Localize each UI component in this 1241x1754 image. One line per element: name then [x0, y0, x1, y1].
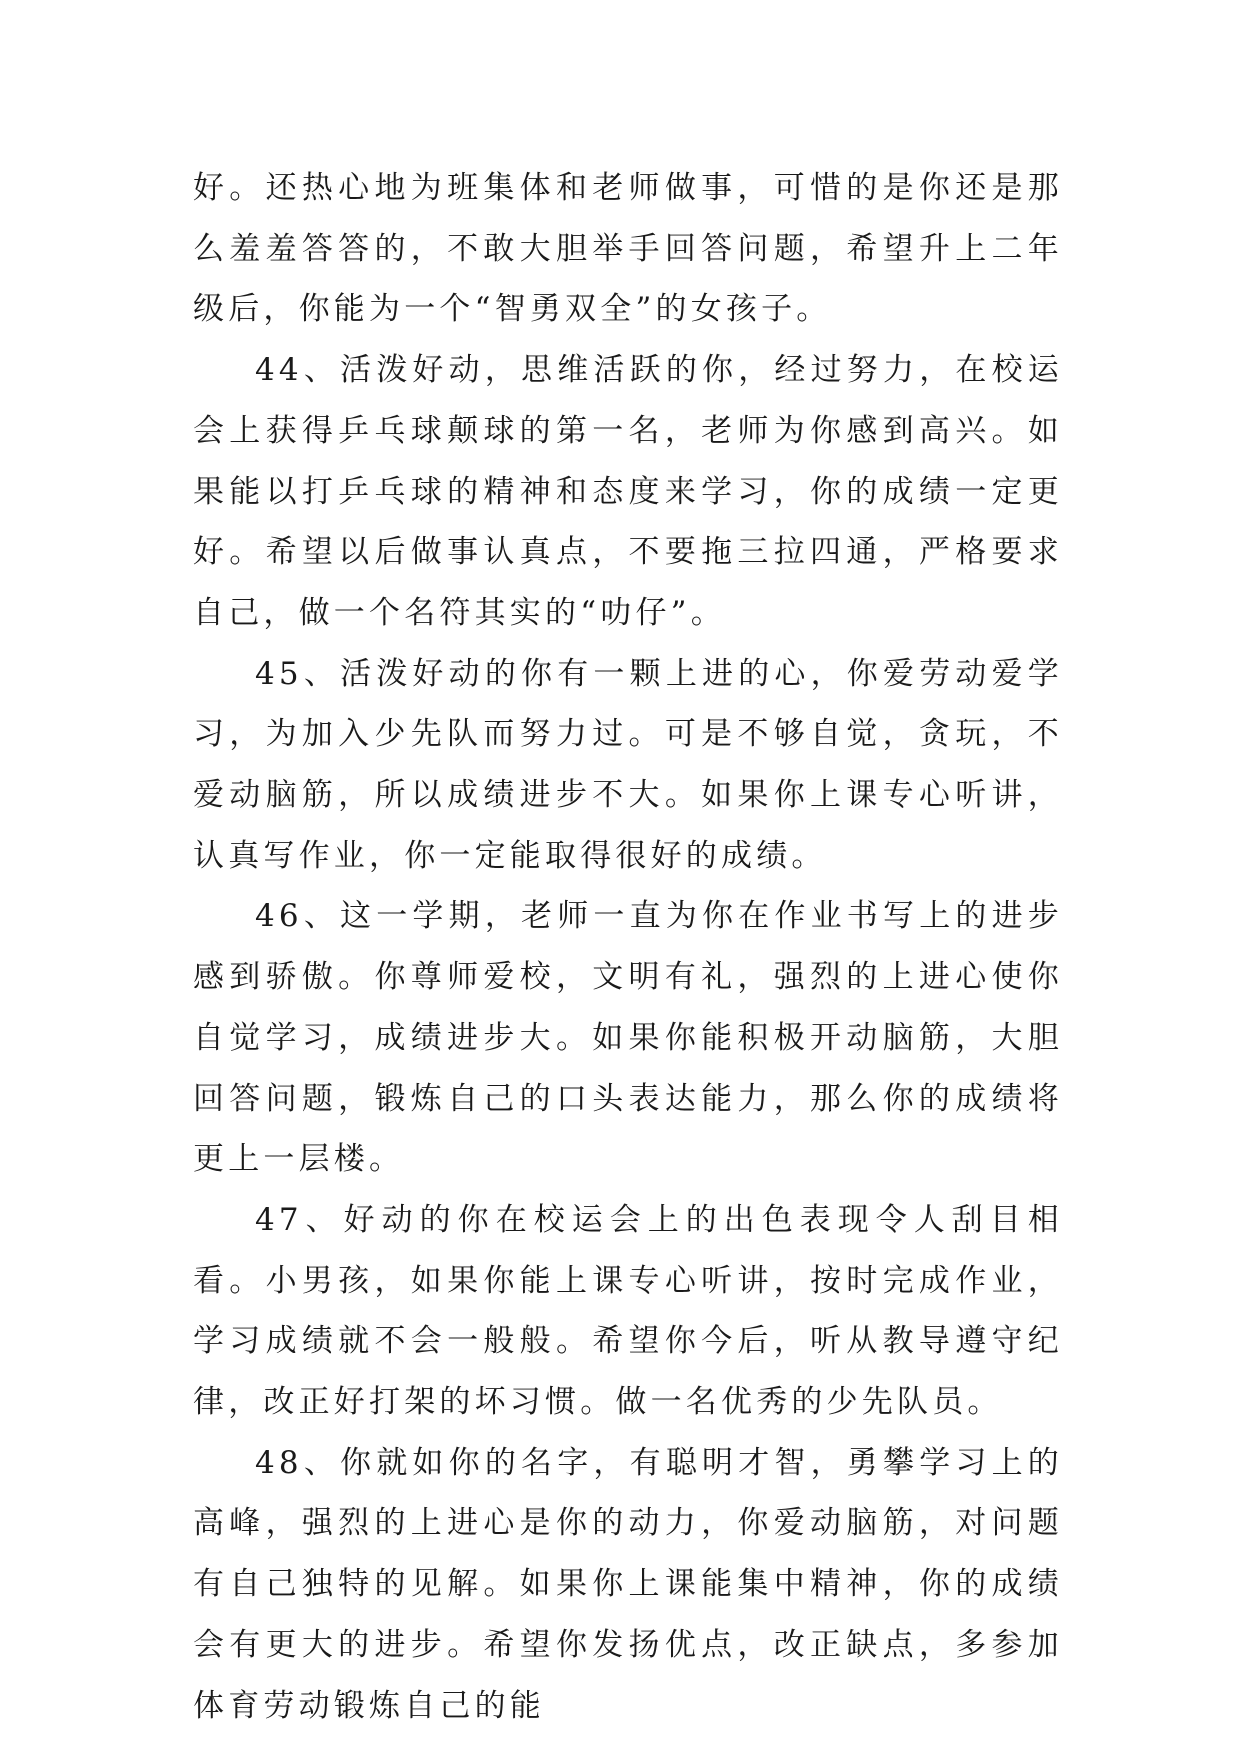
paragraph-45: 45、活泼好动的你有一颗上进的心，你爱劳动爱学习，为加入少先队而努力过。可是不够自觉，贪玩，不爱动脑筋，所以成绩进步不大。如果你上课专心听讲，认真写作业，你一定能取得很好的成绩。: [193, 655, 1063, 874]
paragraph-43-continuation: 好。还热心地为班集体和老师做事，可惜的是你还是那么羞羞答答的，不敢大胆举手回答问题，希望升上二年级后，你能为一个“智勇双全”的女孩子。: [193, 170, 1063, 328]
document-body: [193, 158, 1063, 1736]
paragraph-47: 47、好动的你在校运会上的出色表现令人刮目相看。小男孩，如果你能上课专心听讲，按时完成作业，学习成绩就不会一般般。希望你今后，听从教导遵守纪律，改正好打架的坏习惯。做一名优秀的少先队员。: [193, 1201, 1063, 1421]
paragraph-48: 48、你就如你的名字，有聪明才智，勇攀学习上的高峰，强烈的上进心是你的动力，你爱动脑筋，对问题有自己独特的见解。如果你上课能集中精神，你的成绩会有更大的进步。希望你发扬优点，改正缺点，多参加体育劳动锻炼自己的能: [193, 1444, 1063, 1724]
paragraph-44: 44、活泼好动，思维活跃的你，经过努力，在校运会上获得乒乓球颠球的第一名，老师为你感到高兴。如果能以打乒乓球的精神和态度来学习，你的成绩一定更好。希望以后做事认真点，不要拖三拉四通，严格要求自己，做一个名符其实的“叻仔”。: [193, 352, 1063, 631]
paragraph-46: 46、这一学期，老师一直为你在作业书写上的进步感到骄傲。你尊师爱校，文明有礼，强烈的上进心使你自觉学习，成绩进步大。如果你能积极开动脑筋，大胆回答问题，锻炼自己的口头表达能力，那么你的成绩将更上一层楼。: [193, 898, 1063, 1178]
